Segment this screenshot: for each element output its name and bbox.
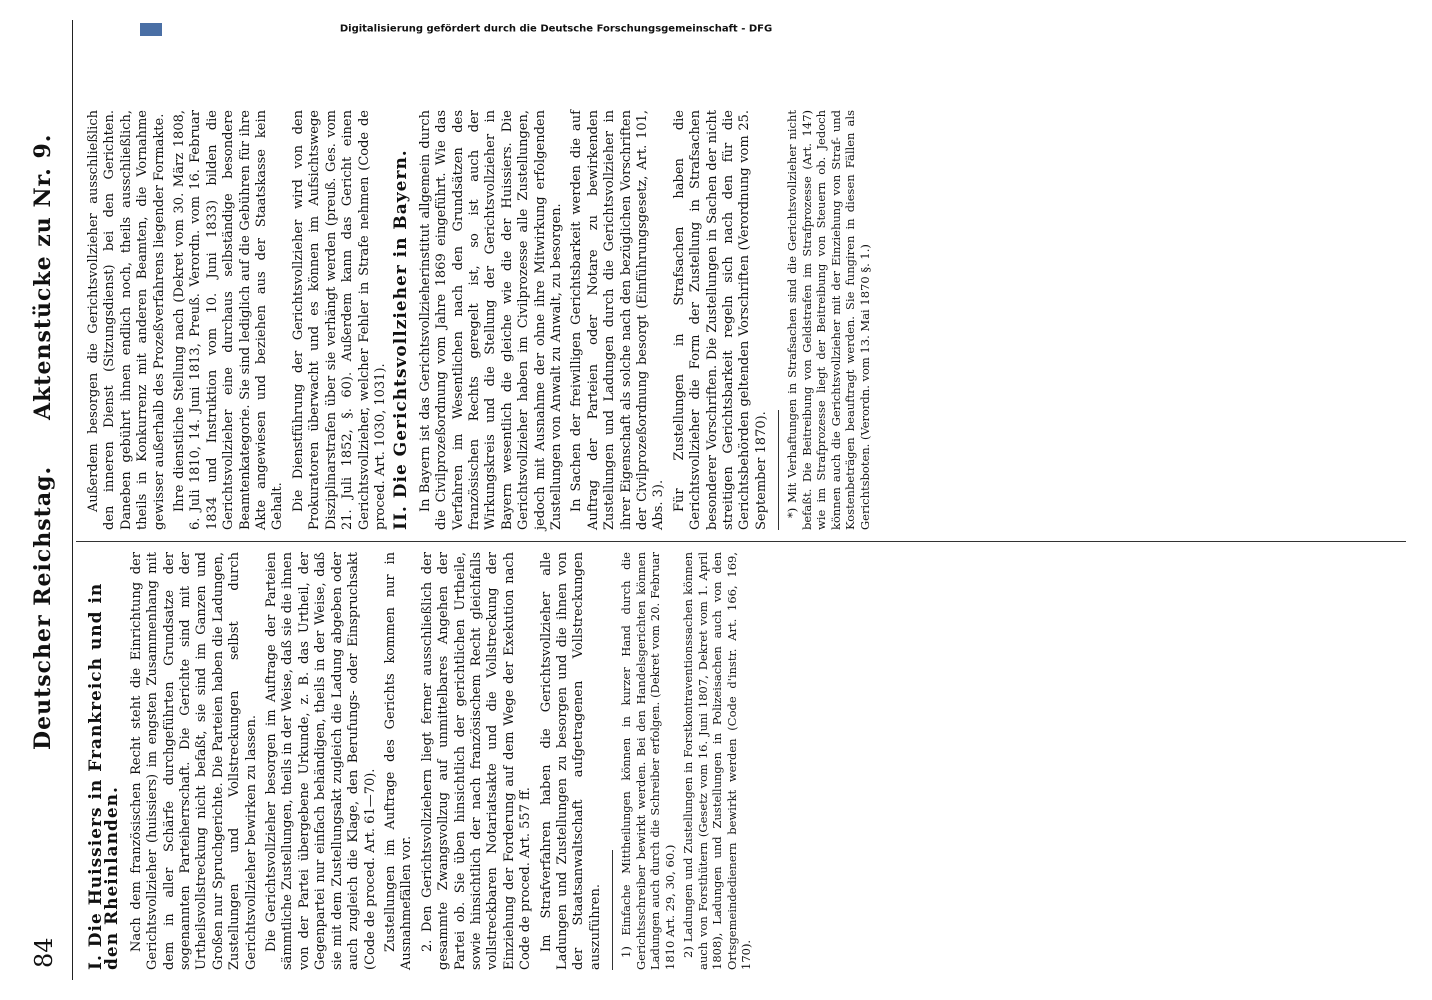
page-number: 84 — [30, 937, 58, 968]
paragraph: Zustellungen im Auftrage des Gerichts kommen nur in Ausnahmefällen vor. — [382, 552, 415, 970]
document-page — [16, 20, 1416, 980]
footnote: 2) Ladungen und Zustellungen in Forstkontraventionssachen können auch von Forsthütern (Gesetz vom 16. Juni 1807, Dekret vom 1. April 1808), Ladungen und Zustellungen in Polizeisachen auch von den Ortsgemeindedienern bewirkt werden (Code d'instr. Art. 166, 169, 170). — [681, 552, 754, 970]
column-divider — [76, 541, 1406, 542]
paragraph: Im Strafverfahren haben die Gerichtsvollzieher alle Ladungen und Zustellungen zu besorgen und die ihnen von der Staatsanwaltschaft aufgetragenen Vollstreckungen auszuführen. — [538, 552, 603, 970]
footnote-rule — [778, 410, 779, 530]
paragraph: 2. Den Gerichtsvollziehern liegt ferner ausschließlich der gesammte Zwangsvollzug auf unmittelbares Angehen der Partei ob. Sie üben hinsichtlich der gerichtlichen Urtheile, sowie hinsichtlich der nach französischem Recht gleichfalls vollstreckbaren Notariatsakte und die Vollstreckung der Einziehung der Forderung auf dem Wege der Exekution nach Code de proced. Art. 557 ff. — [419, 552, 534, 970]
paragraph: Nach dem französischen Recht steht die Einrichtung der Gerichtsvollzieher (huissiers) im engsten Zusammenhang mit dem in aller Schärfe durchgeführten Grundsatze der sogenannten Parteiherrschaft. Die Gerichte sind mit der Urtheilsvollstreckung nicht befaßt, sie sind im Ganzen und Großen nur Spruchgerichte. Die Parteien haben die Ladungen, Zustellungen und Vollstreckungen selbst durch Gerichtsvollzieher bewirken zu lassen. — [128, 552, 259, 970]
digitization-credit: Digitalisierung gefördert durch die Deutsche Forschungsgemeinschaft - DFG — [339, 23, 773, 35]
running-head-left: Deutscher Reichstag. — [30, 465, 56, 750]
section-title-bavaria: II. Die Gerichtsvollzieher in Bayern. — [391, 149, 412, 530]
running-head-right: Aktenstücke zu Nr. 9. — [30, 133, 56, 420]
footnote: *) Mit Verhaftungen in Strafsachen sind die Gerichtsvollzieher nicht befaßt. Die Beitreibung von Geldstrafen im Strafprozesse (Art. 147) wie im Strafprozesse liegt der Beitreibung von Steuern ob. Jedoch können auch die Gerichtsvollzieher mit der Einziehung von Straf- und Kostenbeträgen beauftragt werden. Sie fungiren in diesen Fällen als Gerichtsboten. (Verordn. vom 13. Mai 1870 §. 1.) — [785, 110, 872, 530]
right-column — [86, 110, 876, 530]
paragraph: In Bayern ist das Gerichtsvollzieherinstitut allgemein durch die Civilprozeßordnung vom Jahre 1869 eingeführt. Wie das Verfahren im Wesentlichen nach den Grundsätzen des französischen Rechts geregelt ist, so ist auch der Wirkungskreis und die Stellung der Gerichtsvollzieher in Bayern wesentlich die gleiche wie die der Huissiers. Die Gerichtsvollzieher haben im Civilprozesse alle Zustellungen, jedoch mit Ausnahme der ohne ihre Mitwirkung erfolgenden Zustellungen von Anwalt zu Anwalt, zu besorgen. — [417, 110, 564, 530]
paragraph: Die Dienstführung der Gerichtsvollzieher wird von den Prokuratoren überwacht und es können im Aufsichtswege Disziplinarstrafen über sie verhängt werden (preuß. Ges. vom 21. Juli 1852, §. 60). Außerdem kann das Gericht einen Gerichtsvollzieher, welcher Fehler in Strafe nehmen (Code de proced. Art. 1030, 1031). — [290, 110, 388, 530]
footnote-rule — [612, 850, 613, 970]
paragraph: Außerdem besorgen die Gerichtsvollzieher ausschließlich den inneren Dienst (Sitzungsdienst) bei den Gerichten. Daneben gebührt ihnen endlich noch, theils ausschließlich, theils in Konkurrenz mit anderen Beamten, die Vornahme gewisser außerhalb des Prozeßverfahrens liegender Formakte. — [86, 110, 167, 530]
footnote: 1) Einfache Mittheilungen können in kurzer Hand durch die Gerichtsschreiber bewirkt werden. Bei den Handelsgerichten können Ladungen auch durch die Schreiber erfolgen. (Dekret vom 20. Februar 1810 Art. 29, 30, 60.) — [619, 552, 677, 970]
section-title-france: I. Die Huissiers in Frankreich und in den Rheinlanden. — [86, 582, 123, 970]
paragraph: In Sachen der freiwilligen Gerichtsbarkeit werden die auf Auftrag der Parteien oder Notare zu bewirkenden Zustellungen und Ladungen durch die Gerichtsvollzieher in ihrer Eigenschaft als solche nach den bezüglichen Vorschriften der Civilprozeßordnung besorgt (Einführungsgesetz, Art. 101, Abs. 3). — [569, 110, 667, 530]
left-column — [86, 552, 758, 970]
paragraph: Ihre dienstliche Stellung nach (Dekret vom 30. März 1808, 6. Juli 1810, 14. Juni 1813, Preuß. Verordn. vom 16. Februar 1834 und Instruktion vom 10. Juni 1833) bilden die Gerichtsvollzieher eine durchaus selbständige besondere Beamtenkategorie. Sie sind lediglich auf die Gebühren für ihre Akte angewiesen und beziehen aus der Staatskasse kein Gehalt. — [172, 110, 286, 530]
page-header — [16, 20, 73, 980]
paragraph: Die Gerichtsvollzieher besorgen im Auftrage der Parteien sämmtliche Zustellungen, theils in der Weise, daß sie die ihnen von der Partei übergebene Urkunde, z. B. das Urtheil, der Gegenpartei nur einfach behändigen, theils in der Weise, daß sie mit dem Zustellungsakt zugleich die Ladung abgeben oder auch zugleich die Klage, den Berufungs- oder Einspruchsakt (Code de proced. Art. 61—70). — [264, 552, 378, 970]
dfg-logo-icon — [140, 23, 162, 36]
paragraph: Für Zustellungen in Strafsachen haben die Gerichtsvollzieher die Form der Zustellung in Strafsachen besonderer Vorschriften. Die Zustellungen in Sachen der nicht streitigen Gerichtsbarkeit regeln sich nach den für die Gerichtsbehörden geltenden Vorschriften (Verordnung vom 25. September 1870). — [671, 110, 769, 530]
digitization-sidebar — [166, 22, 946, 36]
